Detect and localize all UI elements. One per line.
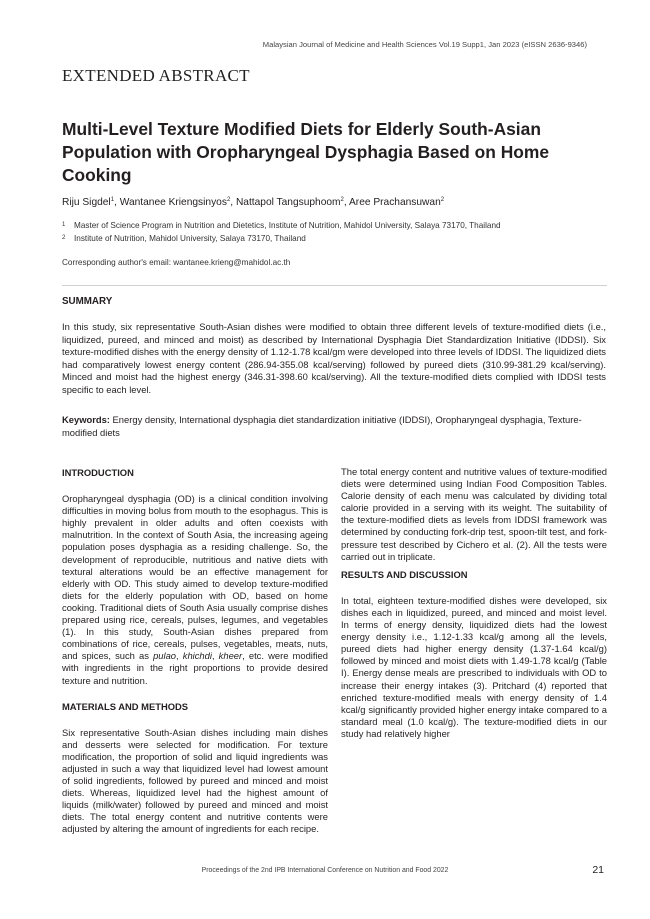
keywords-label: Keywords: bbox=[62, 414, 110, 425]
author-affiliation-mark: 2 bbox=[226, 197, 231, 203]
author-affiliation-mark: 2 bbox=[340, 197, 344, 203]
summary-text: In this study, six representative South-Asian dishes were modified to obtain three different levels of texture-modified diets (i.e., liquidized, pureed, and minced and moist) as described by International Dysphagia Diet Standardization Initiative (IDDSI). Six texture-modified dishes with the energy density of 1.12-1.78 kcal/gm were developed into three levels of IDDSI. The liquidized diets had comparatively lowest energy content (286.94-355.08 kcal/serving) followed by pureed diets (310.99-381.29 kcal/serving). Minced and moist had the highest energy (346.31-398.60 kcal/serving). All the texture-modified diets complied with IDDSI tests specific to each level. bbox=[62, 321, 606, 395]
author-affiliation-mark: 1 bbox=[110, 197, 115, 203]
corresponding-author: Corresponding author's email: wantanee.krieng@mahidol.ac.th bbox=[62, 258, 291, 267]
summary-heading: SUMMARY bbox=[62, 296, 113, 307]
left-column bbox=[62, 467, 328, 836]
page-number: 21 bbox=[592, 864, 604, 876]
affiliation bbox=[62, 221, 501, 230]
affiliation-text: Master of Science Program in Nutrition and Dietetics, Institute of Nutrition, Mahidol University, Salaya 73170, Thailand bbox=[74, 221, 501, 230]
right-column bbox=[341, 466, 607, 740]
results-heading: RESULTS AND DISCUSSION bbox=[341, 568, 468, 580]
affiliation-number: 1 bbox=[62, 222, 66, 228]
affiliation bbox=[62, 234, 306, 243]
keywords-text: Energy density, International dysphagia diet standardization initiative (IDDSI), Oropharyngeal dysphagia, Texture-modified diets bbox=[62, 414, 582, 438]
introduction-heading: INTRODUCTION bbox=[62, 467, 134, 478]
methods-paragraph: Six representative South-Asian dishes including main dishes and desserts were selected for modification. For texture modification, the proportion of solid and liquid ingredients was adjusted in such a way that liquidized level had lowest amount of solid ingredients, followed by pureed and minced and moist diets. Whereas, liquidized level had the highest amount of liquids (milk/water) followed by pureed and minced and moist diets. The total energy content and nutritive contents were adjusted by altering the amount of ingredients for each recipe. bbox=[62, 726, 328, 835]
dish-name: khichdi bbox=[182, 650, 212, 662]
author-name: Wantanee Kriengsinyos bbox=[119, 197, 227, 208]
dish-name: kheer bbox=[218, 650, 243, 662]
keywords bbox=[62, 414, 606, 439]
divider bbox=[62, 285, 607, 286]
introduction-paragraph: Oropharyngeal dysphagia (OD) is a clinical condition involving difficulties in moving bolus from mouth to the esophagus. This is highly prevalent in older adults and often coexists with malnutrition. In the context of South Asia, the increasing ageing population poses dysphagia as a residing challenge. So, the development of reproducible, nutritious and native diets with textural alterations would be an effective management for elderly with OD. This study aimed to develop texture-modified diets for the elderly population with OD, based on home cooking. Traditional diets of South Asia usually comprise dishes prepared using rice, cereals, pulses, legumes, and vegetables (1). In this study, South-Asian dishes prepared from combinations of rice, cereals, pulses, vegetables, meats, nuts, and spices, such as pulao, khichdi, kheer, etc. were modified with ingredients in the right proportions to provide desired texture and nutrition. bbox=[62, 493, 328, 686]
results-paragraph: In total, eighteen texture-modified dishes were developed, six dishes each in liquidized, pureed, and minced and moist level. In terms of energy density, liquidized diets had the lowest energy density i.e., 1.12-1.33 kcal/g among all the levels, pureed diets had higher energy density (1.37-1.64 kcal/g) followed by minced and moist diets with 1.49-1.78 kcal/g (Table I). Energy dense meals are prescribed to individuals with OD to increase their energy intakes (3). Pritchard (4) reported that enriched texture-modified meals with energy density of 1.4 kcal/g significantly provided higher energy intake compared to a standard meal (1.0 kcal/g). The texture-modified diets in our study had relatively higher bbox=[341, 594, 607, 739]
affiliation-text: Institute of Nutrition, Mahidol University, Salaya 73170, Thailand bbox=[74, 234, 306, 243]
affiliation-number: 2 bbox=[62, 235, 66, 241]
methods-paragraph-continued: The total energy content and nutritive values of texture-modified diets were determined using Indian Food Composition Tables. Calorie density of each menu was calculated by dividing total calorie provided in a serving with its weight. The suitability of the texture-modified diets as levels from IDDSI framework was determined by conducting fork-drip test, spoon-tilt test, and fork-pressure test described by Cichero et al. (2). All the tests were carried out in triplicate. bbox=[341, 466, 607, 562]
footer-text: Proceedings of the 2nd IPB International Conference on Nutrition and Food 2022 bbox=[201, 867, 449, 874]
paper-title: Multi-Level Texture Modified Diets for Elderly South-Asian Population with Oropharyngeal Dysphagia Based on Home Cooking bbox=[62, 119, 550, 185]
author-list: Riju Sigdel$^1$, Wantanee Kriengsinyos$^2$, Nattapol Tangsuphoom$^2$, Aree Prachansuwan$^2$ bbox=[62, 197, 445, 208]
author-name: Aree Prachansuwan bbox=[349, 197, 441, 208]
author-affiliation-mark: 2 bbox=[440, 197, 445, 203]
methods-heading: MATERIALS AND METHODS bbox=[62, 700, 189, 712]
methods-continued-space bbox=[341, 466, 607, 563]
section-label: EXTENDED ABSTRACT bbox=[62, 66, 250, 85]
journal-header: Malaysian Journal of Medicine and Health Sciences Vol.19 Supp1, Jan 2023 (eISSN 2636-9346) bbox=[262, 40, 587, 49]
author-name: Riju Sigdel bbox=[62, 197, 111, 208]
author-name: Nattapol Tangsuphoom bbox=[235, 197, 341, 208]
dish-name: pulao bbox=[153, 650, 177, 662]
